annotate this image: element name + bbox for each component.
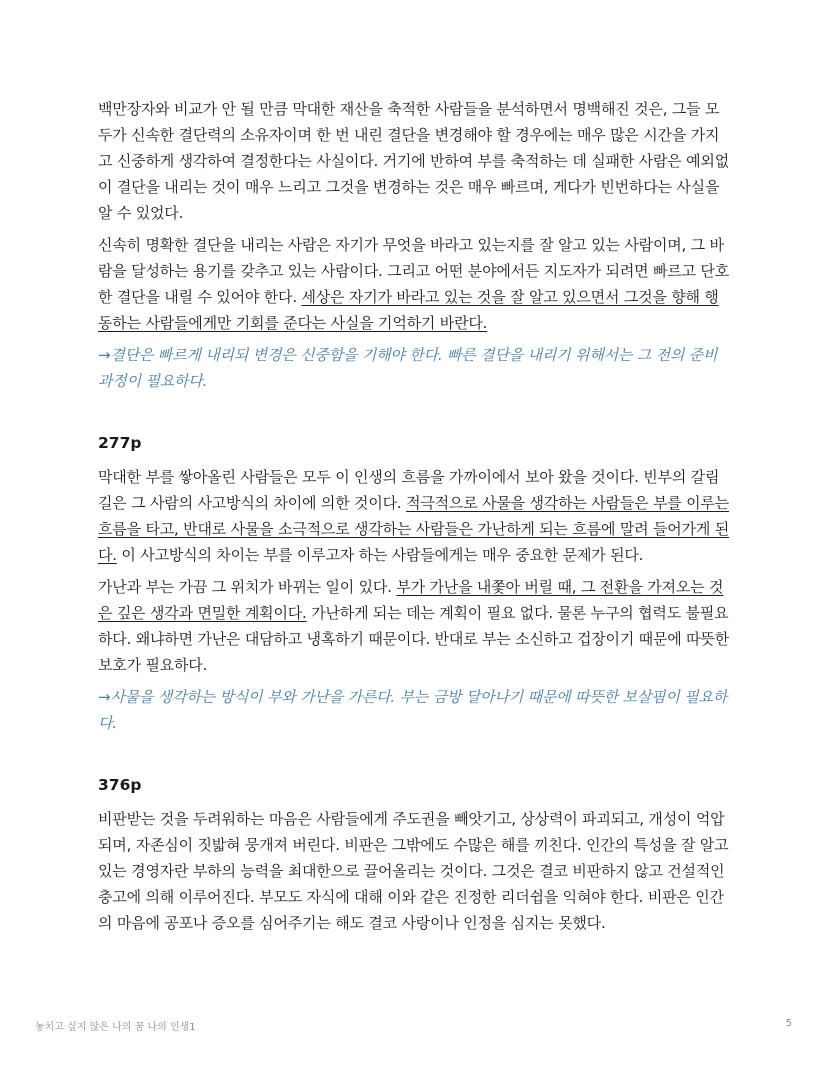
paragraph-text: 가난과 부는 가끔 그 위치가 바뀌는 일이 있다. (98, 578, 397, 596)
section-376p (98, 772, 730, 936)
section-heading: 277p (98, 434, 142, 452)
footer-title: 놓치고 싶지 않은 나의 꿈 나의 인생1 (35, 1022, 196, 1033)
annotation-note: →사물을 생각하는 방식이 부와 가난을 가른다. 부는 금방 달아나기 때문에 따뜻한 보살핌이 필요하다. (98, 688, 728, 732)
section-277p (98, 430, 730, 736)
paragraph-text: 막대한 부를 쌓아올린 사람들은 모두 이 인생의 흐름을 가까이에서 보아 왔을 것이다. 빈부의 갈림길은 그 사람의 사고방식의 차이에 의한 것이다. (98, 468, 720, 512)
page-number: 5 (785, 1018, 792, 1029)
paragraph-text: 신속히 명확한 결단을 내리는 사람은 자기가 무엇을 바라고 있는지를 잘 알고 있는 사람이며, 그 바람을 달성하는 용기를 갖추고 있는 사람이다. 그리고 어떤 분야에서든 지도자가 되려면 빠르고 단호한 결단을 내릴 수 있어야 한다. (98, 236, 729, 306)
page-content (98, 96, 730, 942)
paragraph (98, 232, 730, 336)
section-heading: 376p (98, 776, 142, 794)
underlined-text: 세상은 자기가 바라고 있는 것을 잘 알고 있으면서 그것을 향해 행동하는 사람들에게만 기회를 준다는 사실을 기억하기 바란다. (98, 288, 719, 332)
paragraph-text: 이 사고방식의 차이는 부를 이루고자 하는 사람들에게는 매우 중요한 문제가 된다. (116, 546, 644, 564)
paragraph: 비판받는 것을 두려워하는 마음은 사람들에게 주도권을 빼앗기고, 상상력이 파괴되고, 개성이 억압되며, 자존심이 짓밟혀 뭉개져 버린다. 비판은 그밖에도 수많은 해를 끼친다. 인간의 특성을 잘 알고 있는 경영자란 부하의 능력을 최대한으로 끌어올리는 것이다. 그것은 결코 비판하지 않고 건설적인 충고에 의해 이루어진다. 부모도 자식에 대해 이와 같은 진정한 리더쉽을 익혀야 한다. 비판은 인간의 마음에 공포나 증오를 심어주기는 해도 결코 사랑이나 인정을 심지는 못했다. (98, 810, 729, 932)
underlined-text: 부가 가난을 내쫓아 버릴 때, 그 전환을 가져오는 것은 깊은 생각과 면밀한 계획이다. (98, 578, 724, 622)
paragraph (98, 574, 730, 678)
paragraph-text: 가난하게 되는 데는 계획이 필요 없다. 물론 누구의 협력도 불필요하다. 왜냐하면 가난은 대담하고 냉혹하기 때문이다. 반대로 부는 소신하고 겁장이기 때문에 따뜻한 보호가 필요하다. (98, 604, 729, 674)
paragraph (98, 464, 730, 568)
paragraph: 백만장자와 비교가 안 될 만큼 막대한 재산을 축적한 사람들을 분석하면서 명백해진 것은, 그들 모두가 신속한 결단력의 소유자이며 한 번 내린 결단을 변경해야 할 경우에는 매우 많은 시간을 가지고 신중하게 생각하여 결정한다는 사실이다. 거기에 반하여 부를 축적하는 데 실패한 사람은 예외없이 결단을 내리는 것이 매우 느리고 그것을 변경하는 것은 매우 빠르며, 게다가 빈번하다는 사실을 알 수 있었다. (98, 100, 729, 222)
underlined-text: 적극적으로 사물을 생각하는 사람들은 부를 이루는 흐름을 타고, 반대로 사물을 소극적으로 생각하는 사람들은 가난하게 되는 흐름에 말려 들어가게 된다. (98, 494, 729, 564)
annotation-note: →결단은 빠르게 내리되 변경은 신중함을 기해야 한다. 빠른 결단을 내리기 위해서는 그 전의 준비과정이 필요하다. (98, 346, 718, 390)
section-intro (98, 96, 730, 394)
